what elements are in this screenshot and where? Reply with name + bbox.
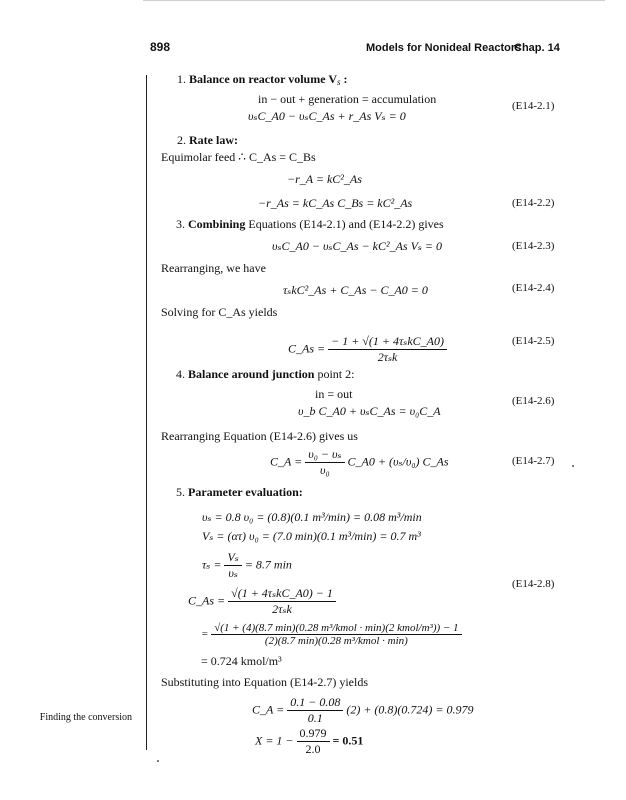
solution-denominator: 2τₛk bbox=[377, 350, 398, 364]
tau-denominator: υₛ bbox=[228, 566, 238, 580]
chapter-label: Chap. 14 bbox=[514, 42, 560, 54]
tau-fraction bbox=[224, 550, 241, 581]
eqno-e7: (E14-2.7) bbox=[512, 455, 555, 467]
conversion-result: = 0.51 bbox=[332, 733, 364, 748]
substituting-text: Substituting into Equation (E14-2.7) yields bbox=[161, 675, 368, 689]
conversion-numerator: 0.979 bbox=[297, 726, 330, 742]
step-5-heading bbox=[176, 485, 303, 500]
eqno-e6: (E14-2.6) bbox=[512, 395, 555, 407]
final-ca-fraction bbox=[287, 695, 343, 726]
ca-lhs: C_A = bbox=[270, 454, 303, 469]
ca-fraction bbox=[305, 447, 344, 478]
rearranging-text: Rearranging, we have bbox=[161, 261, 266, 275]
step-2-heading bbox=[177, 133, 238, 148]
step-5-number: 5. bbox=[176, 485, 185, 499]
conversion-fraction bbox=[297, 726, 330, 757]
step-4-heading bbox=[176, 367, 354, 382]
step-1-title: Balance on reactor volume V bbox=[189, 72, 337, 86]
conversion-equation bbox=[255, 726, 363, 757]
cas-numeric: = $\frac{\text{√(1 + (4)(8.7 min)(0.28 m³/kmol · min)(2 kmol/m³)) − 1}}{\text{(2)(8.7 min)(0.28 m³/kmol · min)}}$ bbox=[201, 622, 462, 647]
solution-numerator: − 1 + √(1 + 4τₛkC_A0) bbox=[328, 334, 447, 350]
eqno-e2: (E14-2.2) bbox=[512, 197, 555, 209]
balance-equation: υₛC_A0 − υₛC_As + r_As Vₛ = 0 bbox=[248, 109, 406, 123]
final-ca-numerator: 0.1 − 0.08 bbox=[287, 695, 343, 711]
rearranged-equation: τₛkC²_As + C_As − C_A0 = 0 bbox=[283, 283, 428, 297]
step-1-colon: : bbox=[343, 72, 348, 86]
ca-rest: C_A0 + (υₛ/υ₀) C_As bbox=[347, 454, 449, 469]
step-2-number: 2. bbox=[177, 133, 186, 147]
final-ca-denominator: 0.1 bbox=[307, 711, 323, 725]
stray-dot bbox=[572, 465, 574, 467]
final-ca-rest: (2) + (0.8)(0.724) = 0.979 bbox=[346, 702, 474, 717]
junction-words: in = out bbox=[315, 387, 353, 401]
ca-denominator: υ₀ bbox=[320, 463, 330, 477]
solution-lhs: C_As = bbox=[288, 341, 326, 356]
step-5-title: Parameter evaluation: bbox=[188, 485, 303, 499]
running-title: Models for Nonideal Reactors bbox=[366, 42, 522, 54]
cas-numeric-denominator: (2)(8.7 min)(0.28 m³/kmol · min) bbox=[264, 635, 408, 647]
cas-numerator: √(1 + 4τₛkC_A0) − 1 bbox=[228, 586, 336, 602]
balance-words: in − out + generation = accumulation bbox=[258, 92, 437, 106]
step-2-title: Rate law: bbox=[189, 133, 238, 147]
top-rule bbox=[143, 0, 605, 1]
junction-equation: υ_b C_A0 + υₛC_As = υ₀C_A bbox=[298, 404, 441, 418]
cas-lhs: C_As = bbox=[188, 593, 226, 608]
tau-lhs: τₛ = bbox=[202, 557, 222, 572]
rate-law-2: −r_As = kC_As C_Bs = kC²_As bbox=[258, 196, 413, 210]
cas-denominator: 2τₛk bbox=[272, 602, 292, 616]
param-Vs: Vₛ = (ατ) υ₀ = (7.0 min)(0.1 m³/min) = 0.7 m³ bbox=[202, 529, 421, 543]
eqno-e5: (E14-2.5) bbox=[512, 335, 555, 347]
step-4-rest: point 2: bbox=[317, 367, 355, 381]
cas-equation bbox=[188, 586, 336, 617]
final-ca-lhs: C_A = bbox=[252, 702, 285, 717]
final-ca-equation bbox=[252, 695, 474, 726]
rearranging-2-text: Rearranging Equation (E14-2.6) gives us bbox=[161, 429, 358, 443]
tau-rest: = 8.7 min bbox=[244, 557, 292, 572]
step-4-title: Balance around junction bbox=[188, 367, 315, 381]
eqno-e1: (E14-2.1) bbox=[512, 100, 555, 112]
step-1-subscript: s bbox=[336, 77, 341, 87]
step-3-rest: Equations (E14-2.1) and (E14-2.2) gives bbox=[248, 217, 444, 231]
step-3-heading bbox=[176, 217, 444, 232]
param-vs: υₛ = 0.8 υ₀ = (0.8)(0.1 m³/min) = 0.08 m³/min bbox=[202, 510, 422, 524]
param-tau bbox=[202, 550, 292, 581]
margin-rule bbox=[146, 75, 147, 750]
equimolar-text: Equimolar feed ∴ C_As = C_Bs bbox=[161, 150, 316, 164]
step-3-title: Combining bbox=[188, 217, 246, 231]
eqno-e8: (E14-2.8) bbox=[512, 578, 555, 590]
stray-dot-bottom bbox=[157, 760, 159, 762]
solution-equation bbox=[288, 334, 447, 365]
ca-numerator: υ₀ − υₛ bbox=[305, 447, 344, 463]
tau-numerator: Vₛ bbox=[224, 550, 241, 566]
cas-numeric-numerator: √(1 + (4)(8.7 min)(0.28 m³/kmol · min)(2 kmol/m³)) − 1 bbox=[211, 622, 461, 635]
cas-result: = 0.724 kmol/m³ bbox=[201, 654, 282, 668]
combined-equation: υₛC_A0 − υₛC_As − kC²_As Vₛ = 0 bbox=[272, 239, 443, 253]
step-1-heading bbox=[177, 72, 348, 87]
solving-text: Solving for C_As yields bbox=[161, 305, 278, 319]
eqno-e4: (E14-2.4) bbox=[512, 282, 555, 294]
conversion-denominator: 2.0 bbox=[305, 742, 321, 756]
eqno-e3: (E14-2.3) bbox=[512, 240, 555, 252]
page-number: 898 bbox=[150, 40, 171, 54]
step-3-number: 3. bbox=[176, 217, 185, 231]
rate-law-1: −r_A = kC²_As bbox=[287, 172, 362, 186]
cas-fraction bbox=[228, 586, 336, 617]
step-4-number: 4. bbox=[176, 367, 185, 381]
margin-note: Finding the conversion bbox=[39, 712, 132, 723]
step-1-number: 1. bbox=[177, 72, 186, 86]
cas-numeric-fraction bbox=[211, 622, 461, 647]
solution-fraction bbox=[328, 334, 447, 365]
ca-equation bbox=[270, 447, 449, 478]
conversion-lhs: X = 1 − bbox=[255, 733, 294, 748]
